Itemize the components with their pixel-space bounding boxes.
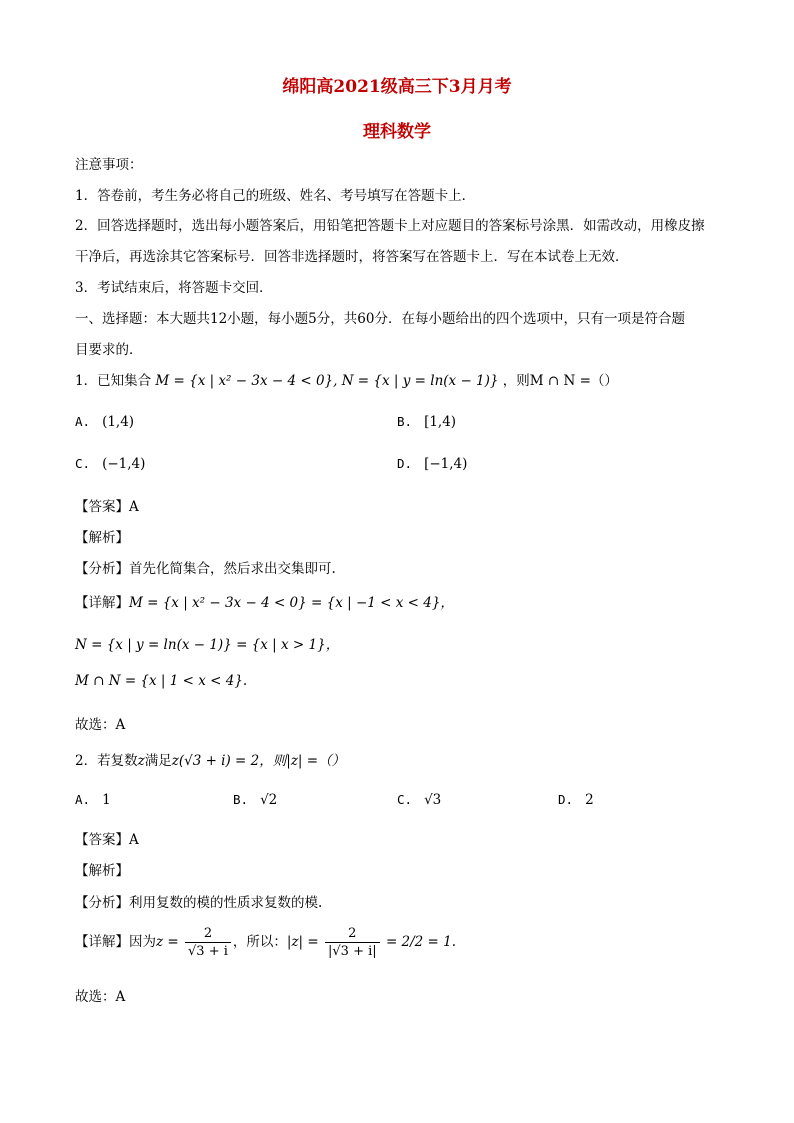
exam-subtitle: 理科数学 [363, 122, 431, 142]
q1-stem [75, 369, 618, 389]
q1-prefix: 1．已知集合 [75, 373, 152, 389]
q1-answer: 【答案】A [75, 499, 139, 515]
section-heading-line1: 一、选择题：本大题共12小题，每小题5分，共60分．在每小题给出的四个选项中，只有一项是符合题 [75, 311, 685, 327]
q2-fraction-2: $\frac{2}{|√3 + i|}$ [325, 925, 380, 960]
q1-option-b: B. [1,4) [397, 414, 457, 430]
q2-choose: 故选：A [75, 989, 126, 1005]
q1-set-n: , N = {x | y = ln(x − 1)} [333, 373, 499, 389]
q1-detail-3: M ∩ N = {x | 1 < x < 4}. [75, 673, 248, 689]
q2-fenxi: 【分析】利用复数的模的性质求复数的模. [75, 895, 323, 911]
section-heading-line2: 目要求的． [75, 342, 143, 358]
note-item-3: 3．考试结束后，将答题卡交回． [75, 280, 273, 296]
q2-condition: z(√3 + i) = 2 [171, 753, 260, 769]
q1-choose: 故选：A [75, 717, 126, 733]
q2-option-c: C. √3 [397, 792, 442, 808]
q2-fraction-1: $\frac{2}{√3 + i}$ [185, 925, 231, 960]
q2-stem: 2．若复数z满足z(√3 + i) = 2，则|z| =（） [75, 753, 346, 769]
q1-analysis-tag: 【解析】 [75, 530, 129, 546]
q1-detail-1: 【详解】M = {x | x² − 3x − 4 < 0} = {x | −1 < x < 4}， [75, 595, 454, 611]
q1-option-a: A. (1,4) [75, 414, 135, 430]
q1-suffix: ，则M ∩ N =（） [502, 373, 618, 389]
q2-detail: 【详解】因为z = $\frac{2}{√3 + i}$ ，所以：|z| = $\frac{2}{|√3 + i|}$ = 2/2 = 1. [75, 926, 457, 959]
exam-title: 绵阳高2021级高三下3月月考 [282, 77, 512, 97]
q2-analysis-tag: 【解析】 [75, 863, 129, 879]
q1-option-c: C. (−1,4) [75, 456, 146, 472]
notes-heading: 注意事项： [75, 157, 143, 173]
q2-option-d: D. 2 [558, 792, 594, 808]
note-item-2-cont: 干净后，再选涂其它答案标号．回答非选择题时，将答案写在答题卡上．写在本试卷上无效． [75, 249, 629, 265]
note-item-2: 2．回答选择题时，选出每小题答案后，用铅笔把答题卡上对应题目的答案标号涂黑．如需改动，用橡皮擦 [75, 218, 705, 234]
q1-set-m: M = {x | x² − 3x − 4 < 0} [155, 373, 334, 389]
q1-detail-2: N = {x | y = ln(x − 1)} = {x | x > 1}， [75, 637, 340, 653]
q2-option-b: B. √2 [233, 792, 278, 808]
q1-option-d: D. [−1,4) [397, 456, 468, 472]
q2-answer: 【答案】A [75, 832, 139, 848]
q1-fenxi: 【分析】首先化简集合，然后求出交集即可. [75, 561, 336, 577]
note-item-1: 1．答卷前，考生务必将自己的班级、姓名、考号填写在答题卡上． [75, 188, 476, 204]
q2-option-a: A. 1 [75, 792, 111, 808]
